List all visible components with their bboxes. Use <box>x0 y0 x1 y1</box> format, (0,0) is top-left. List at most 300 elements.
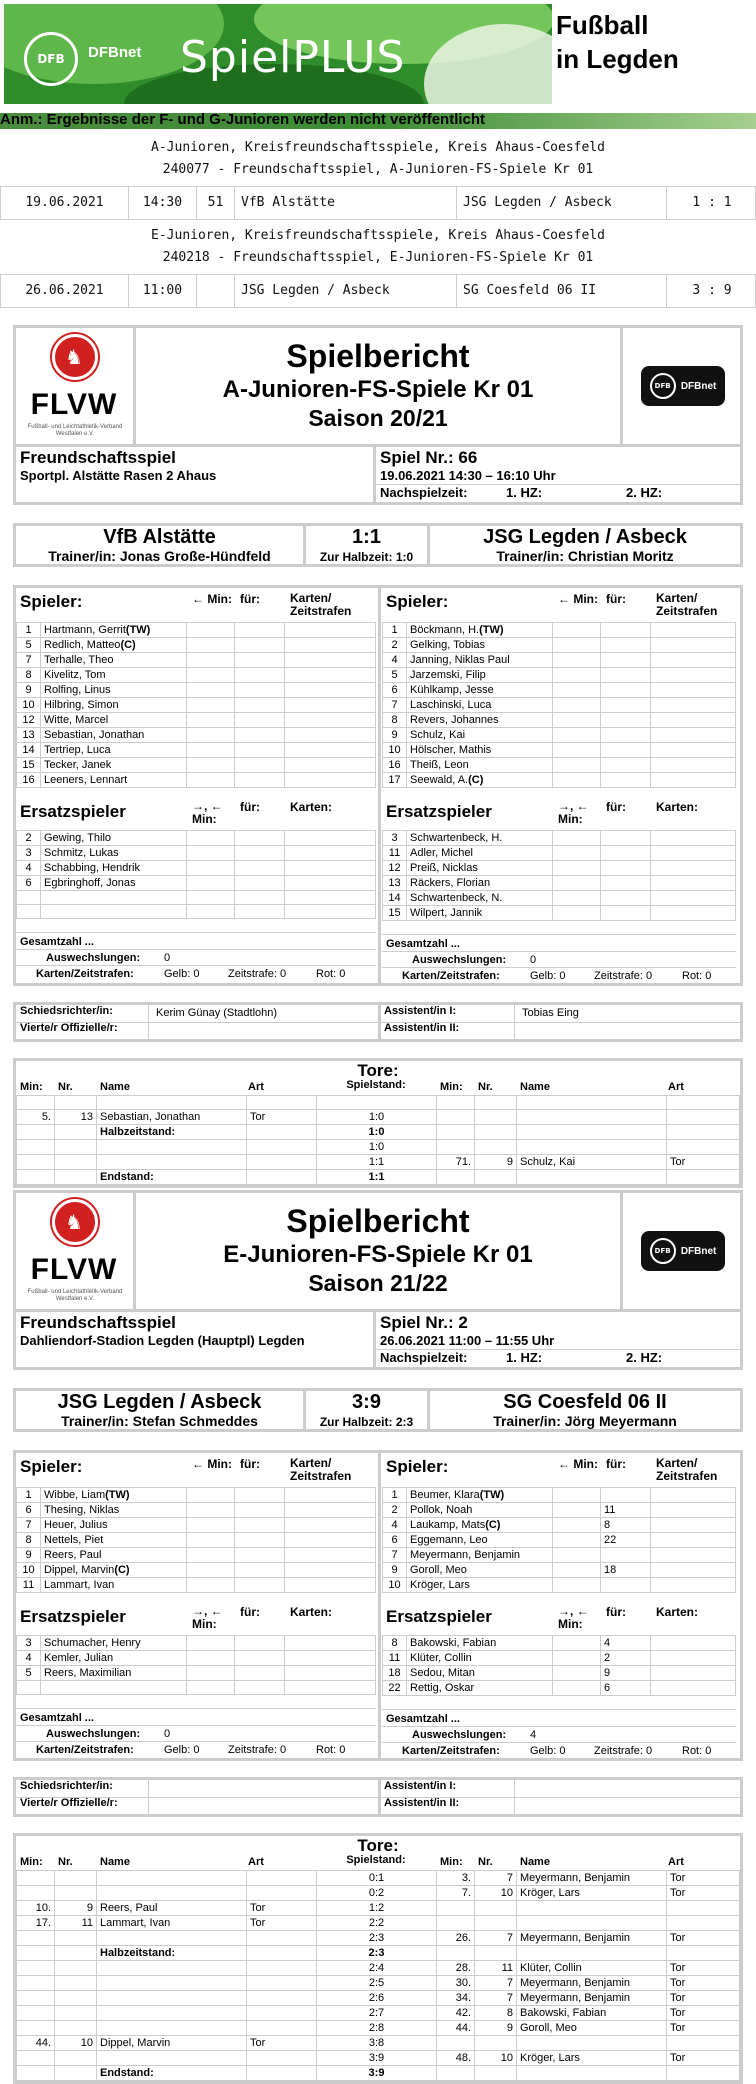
divider <box>382 1742 736 1743</box>
home-goal-minute <box>17 1155 55 1170</box>
player-role-tag: (TW) <box>479 624 504 636</box>
sub-cards <box>651 1636 736 1651</box>
player-cards <box>651 638 736 653</box>
player-row <box>383 1563 736 1578</box>
sub-for <box>601 698 651 713</box>
player-row <box>383 713 736 728</box>
match-datetime: 26.06.2021 11:00 – 11:55 Uhr <box>380 1333 555 1348</box>
report-title: Spielbericht <box>286 1203 470 1239</box>
timeout-value: 0 <box>279 1744 287 1756</box>
subs-header <box>382 1601 736 1635</box>
home-goal-number <box>55 1961 97 1976</box>
report-title-block <box>136 1193 620 1297</box>
goals-section <box>13 1058 743 1188</box>
away-goal-name: Meyermann, Benjamin <box>517 1976 667 1991</box>
player-name-text: Redlich, Matteo <box>44 639 121 651</box>
score-progress: 2:8 <box>317 2021 437 2036</box>
home-goal-number <box>55 1886 97 1901</box>
player-number: 4 <box>383 653 407 668</box>
divider <box>148 1780 149 1814</box>
sub-cards <box>285 1681 376 1695</box>
trainer-name: Jonas Große-Hündfeld <box>119 548 271 564</box>
player-cards <box>651 1533 736 1548</box>
divider <box>16 1741 376 1742</box>
sub-for <box>235 1578 285 1593</box>
score-block <box>306 526 430 564</box>
score-progress: 1:0 <box>317 1140 437 1155</box>
referee-name: Kerim Günay (Stadtlohn) <box>156 1007 278 1019</box>
away-goal-type <box>667 1946 740 1961</box>
sub-minute <box>187 1503 235 1518</box>
player-cards <box>285 1503 376 1518</box>
home-goal-name: Endstand: <box>97 2066 247 2081</box>
away-team: JSG Legden / Asbeck <box>483 526 687 548</box>
sub-number: 3 <box>17 1636 41 1651</box>
sub-for <box>601 876 651 891</box>
home-team-block <box>16 526 306 564</box>
sub-minute <box>553 653 601 668</box>
spacer <box>13 986 743 1002</box>
player-number: 1 <box>383 623 407 638</box>
sub-name: Wilpert, Jannik <box>407 906 553 921</box>
home-goal-type <box>247 1155 317 1170</box>
timeout-label: Zeitstrafe: <box>594 970 643 982</box>
home-goal-number <box>55 2021 97 2036</box>
player-number: 9 <box>17 683 41 698</box>
score-progress: 2:5 <box>317 1976 437 1991</box>
away-goal-type: Tor <box>667 1155 740 1170</box>
away-goal-number: 7 <box>475 1991 517 2006</box>
player-number: 8 <box>17 668 41 683</box>
yellow-label: Gelb: <box>530 1745 557 1757</box>
home-goal-name <box>97 2051 247 2066</box>
sub-minute <box>187 623 235 638</box>
player-number: 1 <box>17 1488 41 1503</box>
sub-minute <box>553 728 601 743</box>
sub-name: Räckers, Florian <box>407 876 553 891</box>
away-goal-minute <box>437 1901 475 1916</box>
season-label: Saison 21/22 <box>308 1270 448 1296</box>
minute-out-label: ← Min: <box>192 592 232 606</box>
timeout-label: Zeitstrafe: <box>228 1744 277 1756</box>
spacer <box>13 1761 743 1777</box>
home-team: JSG Legden / Asbeck <box>57 1391 262 1413</box>
player-name <box>407 668 553 683</box>
away-goal-type: Tor <box>667 1886 740 1901</box>
sub-cards <box>651 906 736 921</box>
home-goal-number: 9 <box>55 1901 97 1916</box>
substitutions-label: Auswechslungen: <box>46 952 141 964</box>
sub-for <box>235 713 285 728</box>
away-goal-minute <box>437 1110 475 1125</box>
referee-label: Schiedsrichter/in: <box>20 1005 113 1017</box>
player-name <box>41 1563 187 1578</box>
sub-row <box>383 906 736 921</box>
sub-for: 9 <box>601 1666 651 1681</box>
spacer <box>13 1370 743 1388</box>
player-name-text: Wibbe, Liam <box>44 1489 106 1501</box>
substitutions-count: 4 <box>530 1729 537 1741</box>
sub-minute <box>187 1666 235 1681</box>
sub-number: 11 <box>383 1651 407 1666</box>
season-label: Saison 20/21 <box>308 405 448 431</box>
goals-table <box>16 1870 740 2081</box>
goals-table <box>16 1095 740 1185</box>
away-goal-number: 7 <box>475 1871 517 1886</box>
sub-for <box>235 698 285 713</box>
home-goal-type <box>247 2051 317 2066</box>
away-goal-minute <box>437 1946 475 1961</box>
home-goal-number <box>55 1946 97 1961</box>
player-name <box>407 713 553 728</box>
substitutions-count: 0 <box>530 954 537 966</box>
result-group-line: 240077 - Freundschaftsspiel, A-Junioren-FS-Spiele Kr 01 <box>162 162 594 177</box>
assistant2-label: Assistent/in II: <box>384 1797 460 1809</box>
sub-for <box>235 861 285 876</box>
fourth-official-label: Vierte/r Offizielle/r: <box>20 1022 118 1034</box>
home-goal-minute <box>17 1946 55 1961</box>
result-row[interactable] <box>0 274 756 308</box>
sub-name: Schumacher, Henry <box>41 1636 187 1651</box>
sub-for <box>235 1518 285 1533</box>
minute-out-label: ← Min: <box>558 1457 598 1471</box>
home-goal-name: Sebastian, Jonathan <box>97 1110 247 1125</box>
minute-out-label: ← Min: <box>558 592 598 606</box>
home-goal-name <box>97 1886 247 1901</box>
sub-number: 4 <box>17 861 41 876</box>
away-goal-type: Tor <box>667 2051 740 2066</box>
dfbnet-word: DFBnet <box>680 1245 717 1257</box>
cards-total-label: Karten/Zeitstrafen: <box>36 1744 134 1756</box>
home-goal-type: Tor <box>247 1110 317 1125</box>
away-goal-minute: 26. <box>437 1931 475 1946</box>
away-goal-number: 9 <box>475 1155 517 1170</box>
sub-for <box>601 743 651 758</box>
divider <box>378 1780 381 1814</box>
player-cards <box>285 1518 376 1533</box>
goals-col-nr: Nr. <box>58 1856 73 1868</box>
yellow-count <box>530 1744 565 1759</box>
sub-for: 8 <box>601 1518 651 1533</box>
red-value: 0 <box>705 1745 712 1757</box>
goals-title: Tore: <box>357 1836 399 1855</box>
home-goal-type <box>247 2066 317 2081</box>
home-goal-type <box>247 1096 317 1110</box>
match-type: Freundschaftsspiel <box>20 448 176 467</box>
match-datetime: 19.06.2021 14:30 – 16:10 Uhr <box>380 468 556 483</box>
result-nr: 51 <box>197 187 235 219</box>
spiel-nr-value: 66 <box>458 448 478 467</box>
goal-row <box>17 1901 740 1916</box>
player-cards <box>285 683 376 698</box>
sub-for <box>601 623 651 638</box>
totals <box>382 935 736 987</box>
goals-col-min: Min: <box>20 1856 43 1868</box>
sub-for <box>601 861 651 876</box>
sub-row <box>17 846 376 861</box>
flvw-wordmark: FLVW <box>30 1253 118 1286</box>
player-number: 7 <box>17 653 41 668</box>
away-team: SG Coesfeld 06 II <box>503 1391 667 1413</box>
away-goal-number <box>475 1096 517 1110</box>
players-label: Spieler: <box>20 1457 83 1476</box>
substitutions-label: Auswechslungen: <box>46 1728 141 1740</box>
score-progress: 2:3 <box>317 1946 437 1961</box>
match-report <box>13 1190 743 2084</box>
trainer-label: Trainer/in: <box>61 1413 129 1429</box>
divider <box>382 1726 736 1727</box>
away-goal-name <box>517 1916 667 1931</box>
totals <box>382 1710 736 1762</box>
totals-label: Gesamtzahl ... <box>20 1712 94 1724</box>
sub-name: Bakowski, Fabian <box>407 1636 553 1651</box>
sub-number: 2 <box>17 831 41 846</box>
score-progress: 2:2 <box>317 1916 437 1931</box>
player-row <box>383 653 736 668</box>
sub-for <box>601 831 651 846</box>
result-group-line: 240218 - Freundschaftsspiel, E-Junioren-FS-Spiele Kr 01 <box>162 250 594 265</box>
player-row <box>17 743 376 758</box>
assistant1-label: Assistent/in I: <box>384 1005 457 1017</box>
away-goal-minute: 3. <box>437 1871 475 1886</box>
sub-for <box>601 1488 651 1503</box>
player-name-text: Kröger, Lars <box>410 1579 470 1591</box>
away-goal-name <box>517 2036 667 2051</box>
sub-minute <box>553 846 601 861</box>
sub-for <box>235 773 285 788</box>
sub-name: Klüter, Collin <box>407 1651 553 1666</box>
away-goal-minute: 30. <box>437 1976 475 1991</box>
sub-cards <box>651 861 736 876</box>
player-number: 1 <box>383 1488 407 1503</box>
competition-name: E-Junioren-FS-Spiele Kr 01 <box>223 1241 533 1268</box>
player-number: 16 <box>383 758 407 773</box>
red-value: 0 <box>339 1744 346 1756</box>
sub-minute <box>187 1681 235 1695</box>
player-row <box>383 1488 736 1503</box>
player-cards <box>651 1578 736 1593</box>
player-name-text: Kühlkamp, Jesse <box>410 684 494 696</box>
player-name <box>407 1488 553 1503</box>
report-header <box>13 1190 743 1312</box>
away-goal-type: Tor <box>667 1871 740 1886</box>
spacer <box>13 567 743 585</box>
center-divider <box>378 1453 381 1760</box>
result-row[interactable] <box>0 186 756 220</box>
goal-row <box>17 1961 740 1976</box>
away-goal-number: 7 <box>475 1976 517 1991</box>
away-goal-minute <box>437 1125 475 1140</box>
sub-minute <box>553 906 601 921</box>
spiel-nr <box>380 447 740 468</box>
spiel-nr-value: 2 <box>458 1313 468 1332</box>
goals-title: Tore: <box>357 1061 399 1080</box>
player-name <box>407 698 553 713</box>
score-progress: 3:8 <box>317 2036 437 2051</box>
goal-row <box>17 1991 740 2006</box>
goal-row <box>17 1170 740 1185</box>
sub-for: 11 <box>601 1503 651 1518</box>
home-goal-name <box>97 2006 247 2021</box>
sub-number: 3 <box>17 846 41 861</box>
divider <box>382 951 736 952</box>
result-time: 14:30 <box>129 187 197 219</box>
sub-cards <box>651 876 736 891</box>
center-divider <box>378 588 381 985</box>
sub-row <box>383 891 736 906</box>
player-cards <box>651 623 736 638</box>
goals-col-nr: Nr. <box>478 1856 493 1868</box>
sub-for: 18 <box>601 1563 651 1578</box>
sub-name <box>41 891 187 905</box>
player-name <box>41 638 187 653</box>
home-goal-type <box>247 2006 317 2021</box>
player-row <box>17 623 376 638</box>
home-goal-minute: 5. <box>17 1110 55 1125</box>
sub-minute <box>187 905 235 919</box>
home-goal-type <box>247 1931 317 1946</box>
player-row <box>383 743 736 758</box>
sub-for <box>601 683 651 698</box>
away-goal-type: Tor <box>667 2021 740 2036</box>
trainer-name: Jörg Meyermann <box>564 1413 677 1429</box>
away-goal-number <box>475 1140 517 1155</box>
sub-minute <box>187 831 235 846</box>
for-label: für: <box>606 1605 626 1619</box>
away-goal-number <box>475 1901 517 1916</box>
sub-minute <box>187 743 235 758</box>
sub-cards <box>285 831 376 846</box>
sub-minute <box>187 1636 235 1651</box>
assistant1-name: Tobias Eing <box>522 1007 579 1019</box>
player-number: 6 <box>383 1533 407 1548</box>
red-count <box>316 967 345 982</box>
sub-row <box>17 891 376 905</box>
goal-row <box>17 1871 740 1886</box>
sub-minute <box>187 1518 235 1533</box>
player-cards <box>285 743 376 758</box>
player-name <box>407 773 553 788</box>
yellow-value: 0 <box>193 968 200 980</box>
away-goal-minute <box>437 2066 475 2081</box>
red-label: Rot: <box>682 970 703 982</box>
away-goal-name <box>517 1140 667 1155</box>
home-goal-type <box>247 1961 317 1976</box>
sub-for <box>235 1503 285 1518</box>
goal-row <box>17 2066 740 2081</box>
player-name-text: Sebastian, Jonathan <box>44 729 145 741</box>
home-goal-type <box>247 1991 317 2006</box>
player-cards <box>651 1548 736 1563</box>
site-header <box>0 0 756 106</box>
home-goal-number: 13 <box>55 1110 97 1125</box>
away-goal-number: 8 <box>475 2006 517 2021</box>
sub-minute <box>187 1548 235 1563</box>
home-goal-number <box>55 1096 97 1110</box>
sub-minute <box>187 698 235 713</box>
score-progress: 1:0 <box>317 1125 437 1140</box>
home-goal-name: Dippel, Marvin <box>97 2036 247 2051</box>
subs-table <box>16 1635 376 1695</box>
sub-for <box>235 743 285 758</box>
goal-row <box>17 1110 740 1125</box>
home-goal-minute <box>17 2066 55 2081</box>
player-name <box>41 1533 187 1548</box>
zur-halbzeit-label: Zur Halbzeit: <box>319 550 393 564</box>
player-cards <box>651 1518 736 1533</box>
sub-cards <box>651 846 736 861</box>
player-name <box>41 653 187 668</box>
player-name-text: Janning, Niklas Paul <box>410 654 510 666</box>
player-row <box>383 1518 736 1533</box>
yellow-value: 0 <box>559 1745 566 1757</box>
flvw-crest-icon <box>52 1199 98 1245</box>
player-name-text: Kivelitz, Tom <box>44 669 106 681</box>
home-goal-type <box>247 2021 317 2036</box>
away-goal-name <box>517 1946 667 1961</box>
sub-for <box>601 668 651 683</box>
subs-header <box>16 796 376 830</box>
sub-minute <box>553 683 601 698</box>
away-goal-number <box>475 1170 517 1185</box>
player-name <box>407 1503 553 1518</box>
player-row <box>383 698 736 713</box>
for-label: für: <box>606 1457 626 1471</box>
home-goal-number <box>55 2066 97 2081</box>
player-number: 7 <box>383 698 407 713</box>
for-label: für: <box>240 1605 260 1619</box>
red-label: Rot: <box>316 968 337 980</box>
competition-name: A-Junioren-FS-Spiele Kr 01 <box>222 376 534 403</box>
sub-minute <box>187 861 235 876</box>
player-cards <box>651 728 736 743</box>
player-cards <box>651 1503 736 1518</box>
sub-for <box>601 728 651 743</box>
sub-minute <box>553 1548 601 1563</box>
yellow-label: Gelb: <box>164 1744 191 1756</box>
away-goal-number <box>475 1125 517 1140</box>
player-name-text: Goroll, Meo <box>410 1564 467 1576</box>
away-goal-minute: 7. <box>437 1886 475 1901</box>
home-goal-name <box>97 1991 247 2006</box>
home-goal-minute <box>17 2021 55 2036</box>
sub-for <box>601 906 651 921</box>
yellow-label: Gelb: <box>530 970 557 982</box>
away-goal-name: Meyermann, Benjamin <box>517 1991 667 2006</box>
goals-header <box>16 1061 740 1095</box>
row-gap <box>16 919 376 933</box>
result-competition-line: E-Junioren, Kreisfreundschaftsspiele, Kreis Ahaus-Coesfeld <box>151 228 605 243</box>
result-score: 1 : 1 <box>692 195 732 210</box>
sub-number: 14 <box>383 891 407 906</box>
dfbnet-logo <box>620 328 740 444</box>
yellow-count <box>530 969 565 984</box>
home-trainer <box>16 1413 303 1430</box>
player-name <box>41 713 187 728</box>
home-goal-minute <box>17 1976 55 1991</box>
player-cards <box>651 698 736 713</box>
goal-row <box>17 1946 740 1961</box>
sub-number: 11 <box>383 846 407 861</box>
scoreline <box>13 523 743 567</box>
flvw-subtitle: Fußball- und Leichtathletik-Verband Westfalen e.V. <box>27 1289 123 1302</box>
result-home: JSG Legden / Asbeck <box>235 275 457 307</box>
sub-minute <box>187 1563 235 1578</box>
sub-cards <box>285 846 376 861</box>
home-goal-type <box>247 1886 317 1901</box>
away-goal-name: Klüter, Collin <box>517 1961 667 1976</box>
minute-in-label: →, ← Min: <box>558 1604 589 1631</box>
